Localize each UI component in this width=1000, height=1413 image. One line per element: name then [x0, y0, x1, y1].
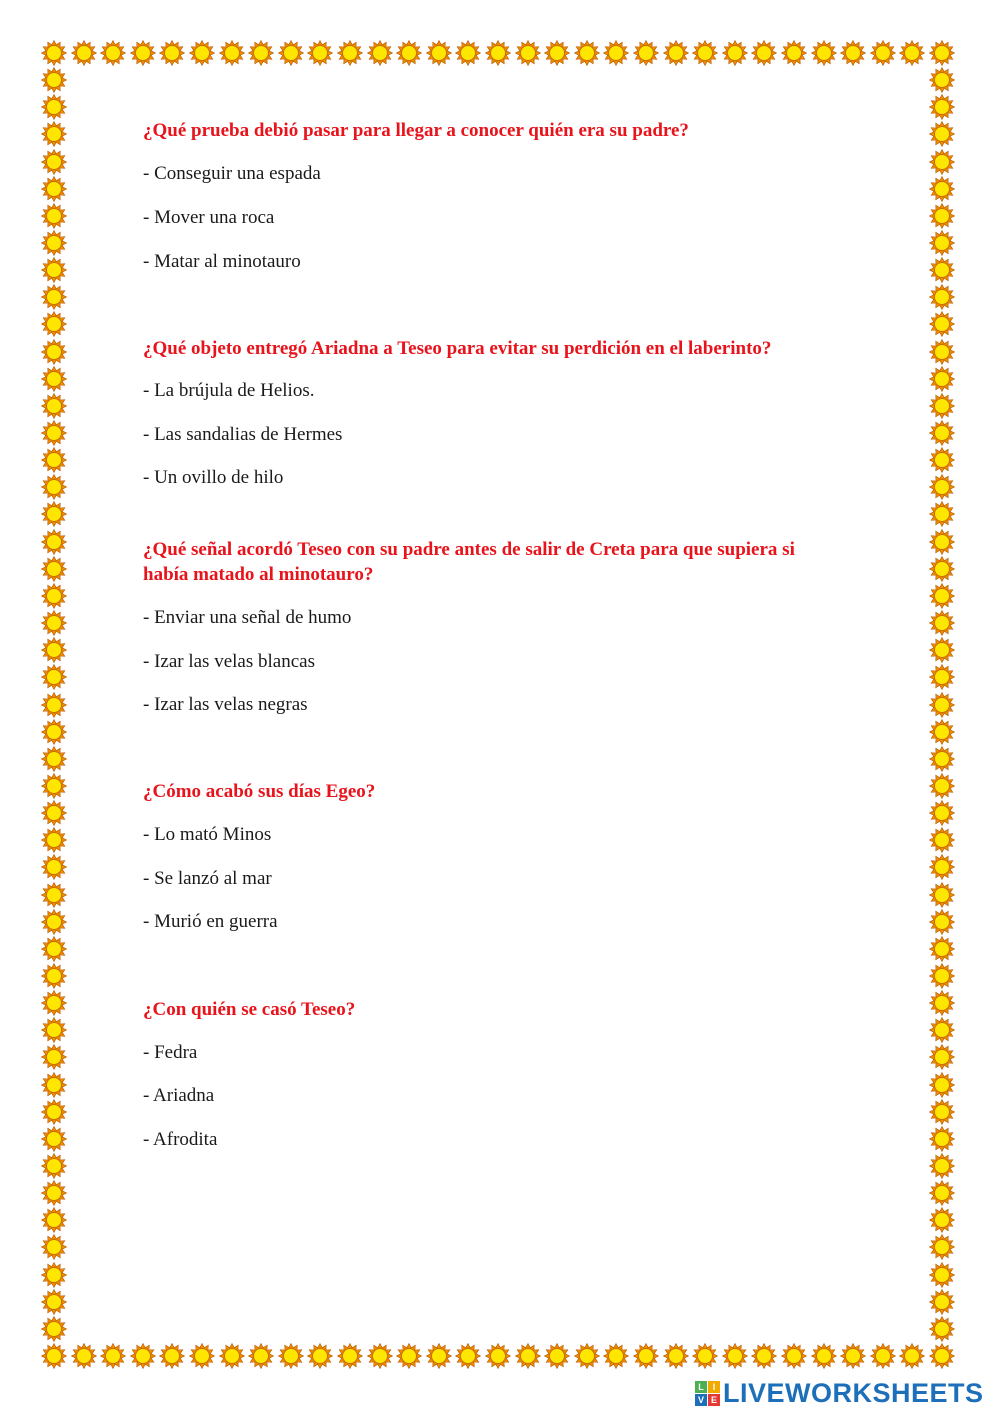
sun-icon	[396, 40, 422, 66]
liveworksheets-logo[interactable]	[695, 1376, 984, 1410]
question-3-option-3: - Izar las velas negras	[143, 694, 308, 715]
sun-icon	[929, 339, 955, 365]
question-3-option-2: - Izar las velas blancas	[143, 651, 315, 672]
liveworksheets-logo-text: LIVEWORKSHEETS	[723, 1377, 984, 1408]
sun-icon	[929, 556, 955, 582]
sun-icon	[41, 827, 67, 853]
sun-icon	[633, 40, 659, 66]
sun-icon	[248, 40, 274, 66]
sun-icon	[929, 719, 955, 745]
sun-icon	[929, 909, 955, 935]
sun-icon	[751, 1343, 777, 1369]
sun-icon	[929, 447, 955, 473]
sun-icon	[41, 284, 67, 310]
sun-icon	[811, 1343, 837, 1369]
sun-icon	[929, 67, 955, 93]
question-2: ¿Qué objeto entregó Ariadna a Teseo para evitar su perdición en el laberinto?	[143, 338, 772, 359]
sun-icon	[41, 1234, 67, 1260]
sun-icon	[307, 1343, 333, 1369]
question-5-option-1: - Fedra	[143, 1042, 198, 1063]
sun-icon	[41, 556, 67, 582]
sun-icon	[41, 800, 67, 826]
sun-icon	[929, 284, 955, 310]
sun-icon	[515, 1343, 541, 1369]
sun-icon	[189, 1343, 215, 1369]
sun-icon	[929, 176, 955, 202]
sun-icon	[840, 40, 866, 66]
sun-icon	[544, 40, 570, 66]
sun-icon	[41, 909, 67, 935]
sun-icon	[929, 257, 955, 283]
question-5-option-3: - Afrodita	[143, 1129, 218, 1150]
sun-icon	[159, 1343, 185, 1369]
sun-icon	[41, 637, 67, 663]
sun-icon	[929, 94, 955, 120]
sun-icon	[929, 963, 955, 989]
sun-icon	[455, 40, 481, 66]
sun-icon	[929, 746, 955, 772]
sun-icon	[633, 1343, 659, 1369]
sun-icon	[929, 1234, 955, 1260]
sun-icon	[367, 1343, 393, 1369]
sun-icon	[929, 1099, 955, 1125]
sun-icon	[41, 203, 67, 229]
question-1-option-3: - Matar al minotauro	[143, 251, 301, 272]
sun-icon	[41, 664, 67, 690]
sun-icon	[41, 447, 67, 473]
sun-icon	[929, 529, 955, 555]
sun-icon	[41, 339, 67, 365]
sun-icon	[929, 40, 955, 66]
sun-icon	[929, 936, 955, 962]
sun-icon	[840, 1343, 866, 1369]
sun-icon	[929, 393, 955, 419]
sun-icon	[870, 40, 896, 66]
question-4: ¿Cómo acabó sus días Egeo?	[143, 781, 376, 802]
sun-icon	[41, 1343, 67, 1369]
sun-icon	[870, 1343, 896, 1369]
sun-icon	[41, 854, 67, 880]
sun-icon	[41, 1153, 67, 1179]
sun-icon	[41, 692, 67, 718]
sun-icon	[41, 94, 67, 120]
sun-icon	[41, 746, 67, 772]
sun-icon	[603, 40, 629, 66]
sun-icon	[751, 40, 777, 66]
question-4-option-2: - Se lanzó al mar	[143, 868, 272, 889]
sun-icon	[41, 583, 67, 609]
sun-icon	[41, 773, 67, 799]
sun-icon	[929, 1343, 955, 1369]
sun-icon	[929, 203, 955, 229]
question-1-option-1: - Conseguir una espada	[143, 163, 321, 184]
sun-icon	[41, 474, 67, 500]
sun-icon	[426, 40, 452, 66]
sun-icon	[929, 854, 955, 880]
question-3-option-1: - Enviar una señal de humo	[143, 607, 352, 628]
question-5: ¿Con quién se casó Teseo?	[143, 999, 356, 1020]
sun-icon	[337, 1343, 363, 1369]
sun-icon	[929, 800, 955, 826]
question-5-option-2: - Ariadna	[143, 1085, 215, 1106]
sun-icon	[929, 121, 955, 147]
sun-icon	[929, 610, 955, 636]
sun-icon	[929, 1207, 955, 1233]
sun-icon	[929, 664, 955, 690]
sun-icon	[71, 1343, 97, 1369]
sun-icon	[929, 501, 955, 527]
question-2-option-2: - Las sandalias de Hermes	[143, 424, 343, 445]
question-1-option-2: - Mover una roca	[143, 207, 275, 228]
sun-icon	[396, 1343, 422, 1369]
question-4-option-1: - Lo mató Minos	[143, 824, 272, 845]
sun-icon	[929, 1126, 955, 1152]
sun-icon	[929, 420, 955, 446]
sun-icon	[41, 67, 67, 93]
question-3-line-2: había matado al minotauro?	[143, 564, 374, 585]
sun-icon	[929, 1180, 955, 1206]
sun-icon	[811, 40, 837, 66]
sun-icon	[307, 40, 333, 66]
sun-icon	[41, 1072, 67, 1098]
question-2-option-3: - Un ovillo de hilo	[143, 467, 284, 488]
sun-icon	[189, 40, 215, 66]
sun-icon	[41, 1289, 67, 1315]
sun-icon	[455, 1343, 481, 1369]
sun-icon	[899, 1343, 925, 1369]
sun-icon	[367, 40, 393, 66]
sun-icon	[41, 501, 67, 527]
sun-icon	[899, 40, 925, 66]
sun-icon	[603, 1343, 629, 1369]
sun-icon	[722, 1343, 748, 1369]
sun-icon	[41, 936, 67, 962]
sun-icon	[41, 420, 67, 446]
sun-icon	[929, 149, 955, 175]
sun-icon	[929, 1153, 955, 1179]
sun-icon	[485, 40, 511, 66]
sun-icon	[663, 1343, 689, 1369]
sun-icon	[41, 176, 67, 202]
sun-icon	[929, 1289, 955, 1315]
sun-icon	[515, 40, 541, 66]
sun-icon	[41, 882, 67, 908]
sun-icon	[929, 773, 955, 799]
sun-icon	[929, 1044, 955, 1070]
sun-icon	[41, 1126, 67, 1152]
sun-icon	[41, 1316, 67, 1342]
sun-icon	[692, 40, 718, 66]
question-1: ¿Qué prueba debió pasar para llegar a conocer quién era su padre?	[143, 120, 689, 141]
sun-icon	[929, 366, 955, 392]
sun-icon	[248, 1343, 274, 1369]
sun-icon	[929, 990, 955, 1016]
sun-icon	[41, 257, 67, 283]
sun-icon	[41, 149, 67, 175]
liveworksheets-logo-icon: L I V E	[695, 1381, 720, 1406]
sun-icon	[426, 1343, 452, 1369]
sun-icon	[929, 1017, 955, 1043]
sun-icon	[41, 1044, 67, 1070]
sun-icon	[929, 583, 955, 609]
sun-icon	[781, 1343, 807, 1369]
sun-icon	[574, 1343, 600, 1369]
sun-icon	[722, 40, 748, 66]
sun-icon	[41, 1017, 67, 1043]
sun-icon	[485, 1343, 511, 1369]
sun-icon	[219, 1343, 245, 1369]
sun-icon	[929, 1316, 955, 1342]
sun-icon	[781, 40, 807, 66]
sun-icon	[574, 40, 600, 66]
sun-icon	[41, 1180, 67, 1206]
sun-icon	[41, 529, 67, 555]
sun-icon	[219, 40, 245, 66]
sun-icon	[130, 1343, 156, 1369]
sun-icon	[41, 719, 67, 745]
sun-icon	[41, 990, 67, 1016]
sun-icon	[41, 311, 67, 337]
sun-icon	[929, 1072, 955, 1098]
sun-icon	[929, 230, 955, 256]
sun-icon	[41, 121, 67, 147]
sun-icon	[100, 1343, 126, 1369]
sun-icon	[41, 393, 67, 419]
sun-icon	[278, 40, 304, 66]
sun-icon	[544, 1343, 570, 1369]
sun-icon	[41, 963, 67, 989]
sun-icon	[663, 40, 689, 66]
question-2-option-1: - La brújula de Helios.	[143, 380, 315, 401]
sun-icon	[130, 40, 156, 66]
sun-icon	[41, 1099, 67, 1125]
sun-icon	[41, 230, 67, 256]
sun-icon	[41, 1207, 67, 1233]
sun-icon	[337, 40, 363, 66]
sun-icon	[41, 40, 67, 66]
sun-icon	[41, 1262, 67, 1288]
sun-icon	[692, 1343, 718, 1369]
sun-icon	[929, 474, 955, 500]
sun-icon	[929, 882, 955, 908]
sun-icon	[929, 827, 955, 853]
question-4-option-3: - Murió en guerra	[143, 911, 278, 932]
sun-icon	[929, 311, 955, 337]
sun-icon	[929, 1262, 955, 1288]
sun-icon	[929, 637, 955, 663]
sun-icon	[278, 1343, 304, 1369]
sun-icon	[100, 40, 126, 66]
sun-icon	[159, 40, 185, 66]
sun-icon	[71, 40, 97, 66]
sun-icon	[929, 692, 955, 718]
sun-icon	[41, 610, 67, 636]
sun-icon	[41, 366, 67, 392]
question-3-line-1: ¿Qué señal acordó Teseo con su padre antes de salir de Creta para que supiera si	[143, 539, 795, 560]
